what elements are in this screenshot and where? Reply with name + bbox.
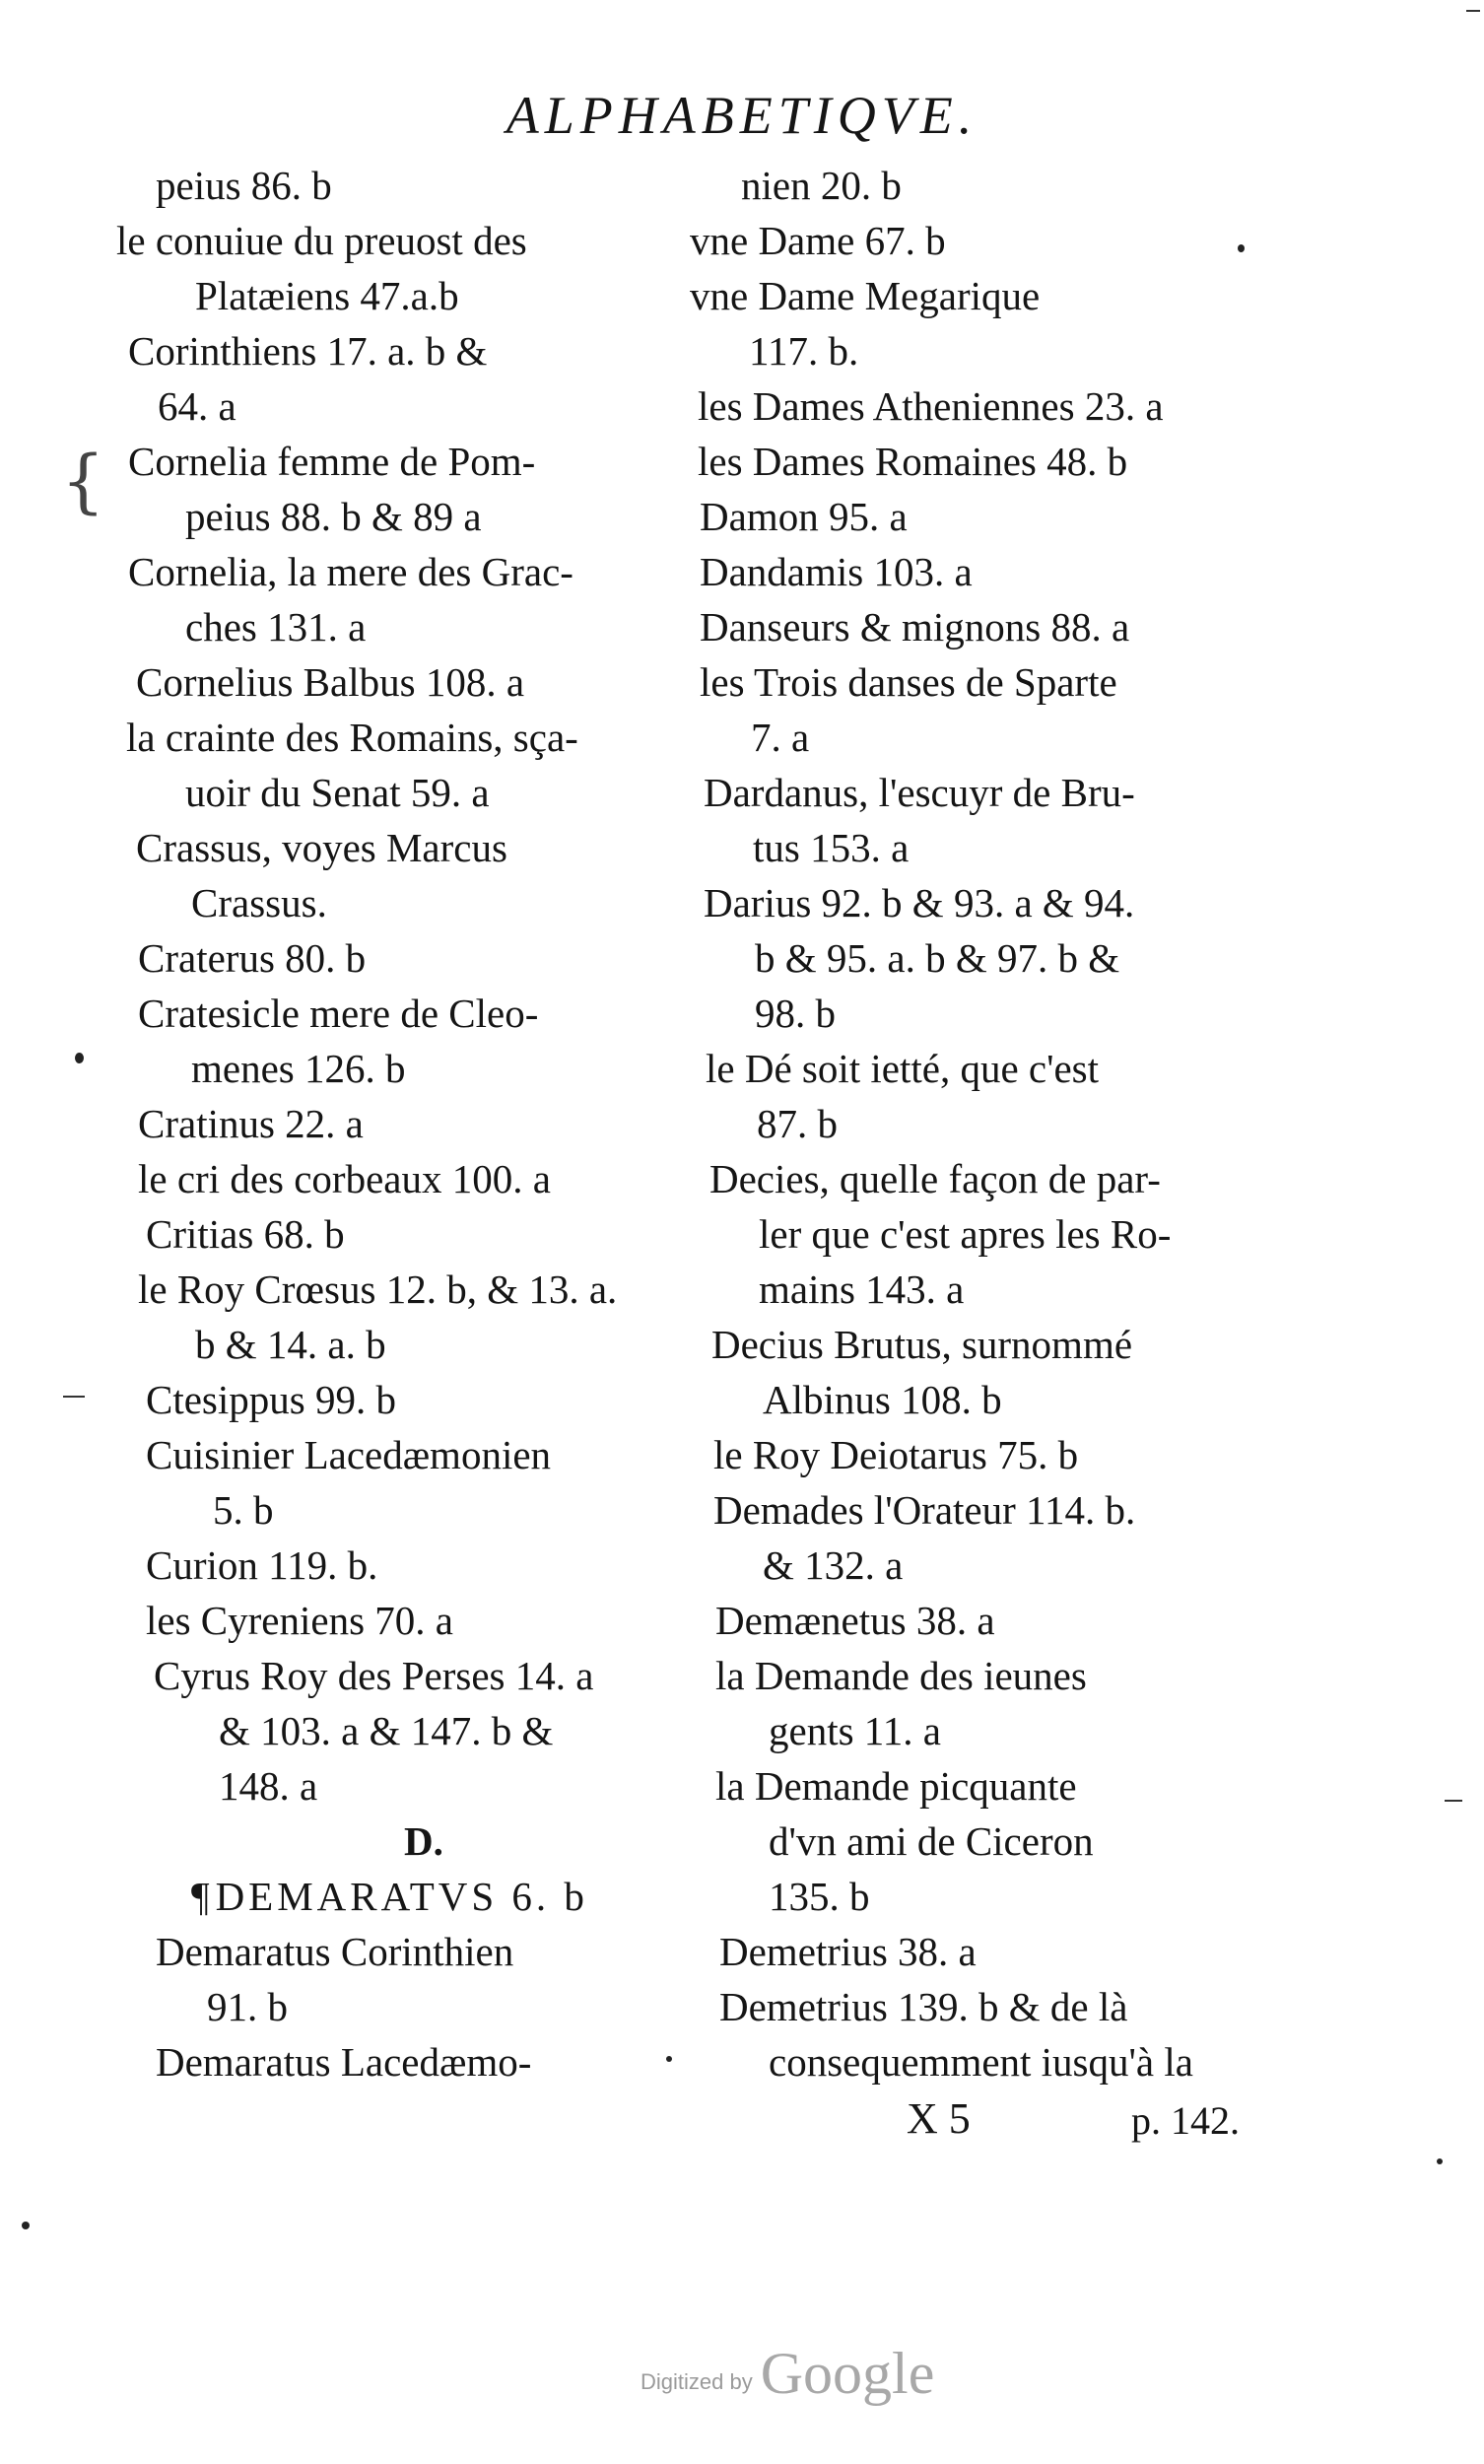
index-line: consequemment iusqu'à la [769, 2039, 1193, 2085]
ink-speck [1437, 2158, 1443, 2164]
index-line: uoir du Senat 59. a [185, 770, 490, 815]
index-line: b & 14. a. b [195, 1322, 386, 1367]
index-line: peius 86. b [156, 163, 332, 208]
index-line: 117. b. [749, 328, 859, 374]
index-line: le Roy Deiotarus 75. b [713, 1432, 1079, 1477]
index-line: Demades l'Orateur 114. b. [713, 1487, 1136, 1533]
index-line: les Dames Atheniennes 23. a [698, 383, 1164, 429]
index-line: Decius Brutus, surnommé [711, 1322, 1133, 1367]
index-line: vne Dame 67. b [690, 218, 946, 263]
index-line: Demetrius 38. a [719, 1929, 977, 1974]
index-line: nien 20. b [741, 163, 902, 208]
ink-speck [1238, 244, 1245, 252]
index-line: 64. a [158, 383, 236, 429]
margin-tick [1466, 10, 1480, 12]
margin-bracket-mark: { [61, 441, 105, 521]
index-line: Cratesicle mere de Cleo- [138, 991, 539, 1036]
index-line: Albinus 108. b [763, 1377, 1002, 1422]
index-line: & 103. a & 147. b & [219, 1708, 554, 1753]
index-line: Ctesippus 99. b [146, 1377, 396, 1422]
index-line: Demaratus Corinthien [156, 1929, 514, 1974]
index-line: tus 153. a [753, 825, 910, 870]
margin-tick [1445, 1800, 1462, 1802]
index-line: ches 131. a [185, 604, 367, 650]
index-line: Demaratus Lacedæmo- [156, 2039, 532, 2085]
index-line: la Demande des ieunes [715, 1653, 1087, 1698]
index-line: b & 95. a. b & 97. b & [755, 935, 1120, 981]
index-line: menes 126. b [191, 1046, 406, 1091]
index-line: les Cyreniens 70. a [146, 1598, 453, 1643]
page-reference: p. 142. [1131, 2098, 1240, 2143]
watermark-prefix: Digitized by [641, 2369, 753, 2394]
index-line: Crassus. [191, 880, 327, 925]
index-line: ler que c'est apres les Ro- [759, 1211, 1172, 1257]
index-line: le conuiue du preuost des [116, 218, 527, 263]
index-line: Damon 95. a [700, 494, 908, 539]
index-line: Craterus 80. b [138, 935, 367, 981]
index-line: Demetrius 139. b & de là [719, 1984, 1128, 2029]
index-line: Dardanus, l'escuyr de Bru- [704, 770, 1135, 815]
section-letter-heading: D. [404, 1818, 443, 1864]
index-line: 87. b [757, 1101, 838, 1146]
index-line: Cornelia, la mere des Grac- [128, 549, 573, 594]
index-line: 5. b [213, 1487, 274, 1533]
index-line: Critias 68. b [146, 1211, 345, 1257]
index-line: peius 88. b & 89 a [185, 494, 482, 539]
pilcrow-icon: ¶ [191, 1874, 210, 1919]
index-line: Demænetus 38. a [715, 1598, 995, 1643]
digitized-watermark [641, 2326, 976, 2405]
index-line: les Dames Romaines 48. b [698, 439, 1128, 484]
index-line: 91. b [207, 1984, 288, 2029]
index-line: Danseurs & mignons 88. a [700, 604, 1130, 650]
index-line: vne Dame Megarique [690, 273, 1041, 318]
index-line: le Roy Crœsus 12. b, & 13. a. [138, 1266, 618, 1312]
index-line-section-start: ¶ DEMARATVS 6. b [116, 1869, 688, 1924]
running-head: ALPHABETIQVE. [506, 86, 978, 145]
index-line: 148. a [219, 1763, 318, 1809]
index-line: Cuisinier Lacedæmonien [146, 1432, 552, 1477]
index-line: Cornelia femme de Pom- [128, 439, 536, 484]
index-line: Platæiens 47.a.b [195, 273, 459, 318]
index-line: la crainte des Romains, sça- [126, 715, 578, 760]
index-line: Crassus, voyes Marcus [136, 825, 507, 870]
index-line: le Dé soit ietté, que c'est [706, 1046, 1100, 1091]
index-line: les Trois danses de Sparte [700, 659, 1117, 705]
index-line: 7. a [751, 715, 810, 760]
index-line: Curion 119. b. [146, 1542, 378, 1588]
index-line: gents 11. a [769, 1708, 941, 1753]
index-line: Decies, quelle façon de par- [709, 1156, 1161, 1201]
index-line: 135. b [769, 1874, 870, 1919]
index-line: 98. b [755, 991, 836, 1036]
index-column-left [116, 158, 688, 2089]
index-line: le cri des corbeaux 100. a [138, 1156, 551, 1201]
index-line: Corinthiens 17. a. b & [128, 328, 488, 374]
index-line: Cyrus Roy des Perses 14. a [154, 1653, 594, 1698]
index-line: & 132. a [763, 1542, 904, 1588]
index-line: Dandamis 103. a [700, 549, 973, 594]
signature-mark: X 5 [907, 2094, 971, 2143]
margin-tick [63, 1396, 85, 1398]
index-line: d'vn ami de Ciceron [769, 1818, 1094, 1864]
index-line: Darius 92. b & 93. a & 94. [704, 880, 1135, 925]
index-line: mains 143. a [759, 1266, 965, 1312]
index-line: Cornelius Balbus 108. a [136, 659, 525, 705]
ink-speck [666, 2056, 672, 2062]
google-logo-icon: Google [760, 2341, 935, 2406]
index-line: Cratinus 22. a [138, 1101, 364, 1146]
ink-speck [75, 1053, 84, 1063]
index-column-right [690, 158, 1281, 2089]
ink-speck [22, 2222, 30, 2229]
index-line: la Demande picquante [715, 1763, 1077, 1809]
